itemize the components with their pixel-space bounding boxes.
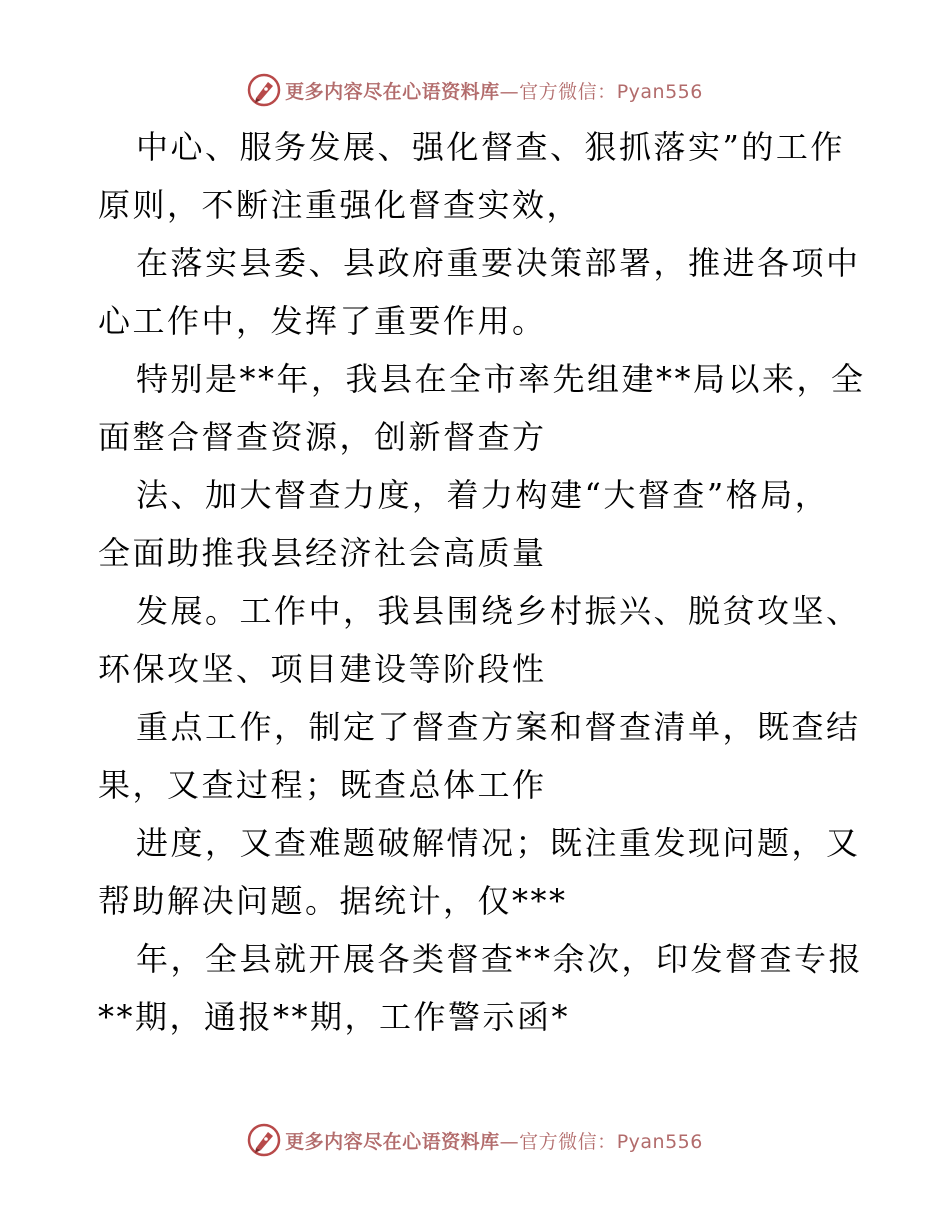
document-body	[98, 118, 866, 1046]
banner-wechat-label: 官方微信：	[519, 1130, 617, 1153]
banner-text	[285, 1127, 703, 1154]
text-line: 重点工作，制定了督查方案和督查清单，既查结	[136, 708, 861, 746]
text-line: 在落实县委、县政府重要决策部署，推进各项中	[136, 244, 861, 282]
text-line: 原则，不断注重强化督查实效，	[98, 186, 582, 224]
banner-wechat-id: Pyan556	[616, 80, 703, 103]
text-line: 法、加大督查力度，着力构建“大督查”格局，	[136, 476, 830, 514]
text-line: 果，又查过程；既查总体工作	[98, 766, 547, 804]
banner-separator: —	[499, 1130, 520, 1153]
text-line: 全面助推我县经济社会高质量	[98, 534, 547, 572]
banner-wechat-label: 官方微信：	[519, 80, 617, 103]
text-line: 进度，又查难题破解情况；既注重发现问题，又	[136, 824, 861, 862]
banner-brand: 更多内容尽在心语资料库	[285, 1130, 500, 1153]
text-line: 面整合督查资源，创新督查方	[98, 418, 547, 456]
text-line: 年，全县就开展各类督查**余次，印发督查专报	[136, 940, 864, 978]
footer-banner	[0, 1120, 950, 1160]
pen-nib-logo-icon	[247, 1123, 281, 1157]
pen-nib-logo-icon	[247, 73, 281, 107]
text-line: **期，通报**期，工作警示函*	[98, 998, 571, 1036]
text-line: 环保攻坚、项目建设等阶段性	[98, 650, 547, 688]
text-line: 发展。工作中，我县围绕乡村振兴、脱贫攻坚、	[136, 592, 861, 630]
banner-brand: 更多内容尽在心语资料库	[285, 80, 500, 103]
text-line: 特别是**年，我县在全市率先组建**局以来，全	[136, 360, 866, 398]
banner-text	[285, 77, 703, 104]
banner-wechat-id: Pyan556	[616, 1130, 703, 1153]
text-line: 帮助解决问题。据统计，仅***	[98, 882, 568, 920]
banner-separator: —	[499, 80, 520, 103]
text-line: 中心、服务发展、强化督查、狠抓落实”的工作	[136, 128, 845, 166]
text-line: 心工作中，发挥了重要作用。	[98, 302, 547, 340]
header-banner	[0, 70, 950, 110]
